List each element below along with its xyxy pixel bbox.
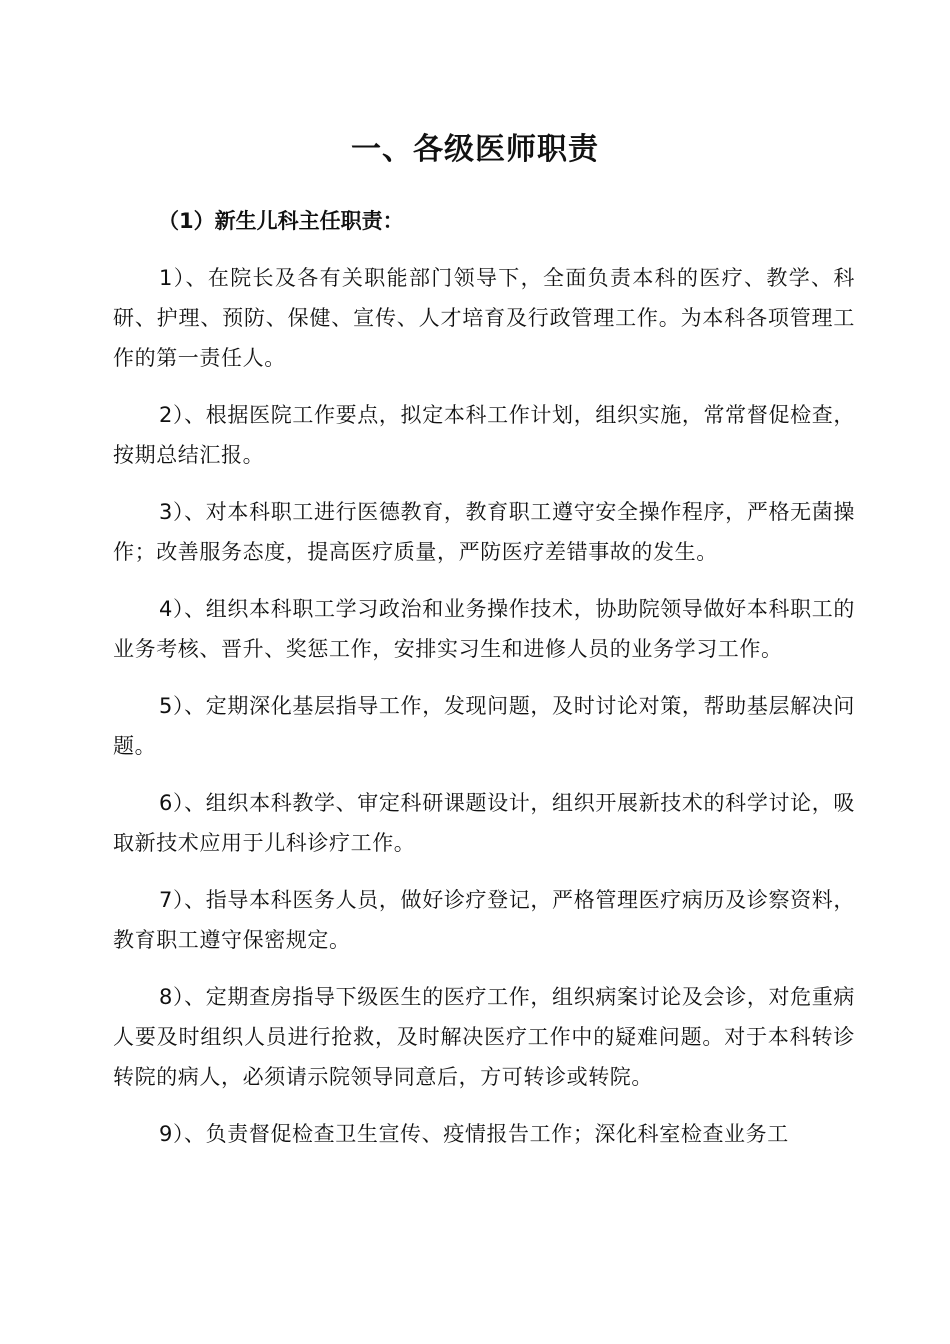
duty-item-6: 6）、组织本科教学、审定科研课题设计，组织开展新技术的科学讨论，吸取新技术应用于儿科诊疗工作。 [113, 791, 855, 855]
duty-item-7: 7）、指导本科医务人员，做好诊疗登记，严格管理医疗病历及诊察资料，教育职工遵守保密规定。 [113, 888, 855, 952]
duty-item-5: 5）、定期深化基层指导工作，发现问题，及时讨论对策，帮助基层解决问题。 [113, 694, 855, 758]
duty-item-3: 3）、对本科职工进行医德教育，教育职工遵守安全操作程序，严格无菌操作；改善服务态度，提高医疗质量，严防医疗差错事故的发生。 [113, 500, 855, 564]
duty-list [113, 258, 855, 1171]
duty-item-9: 9）、负责督促检查卫生宣传、疫情报告工作；深化科室检查业务工 [159, 1122, 789, 1146]
page-title: 一、各级医师职责 [351, 132, 599, 167]
duty-item-1: 1）、在院长及各有关职能部门领导下，全面负责本科的医疗、教学、科研、护理、预防、保健、宣传、人才培育及行政管理工作。为本科各项管理工作的第一责任人。 [113, 266, 855, 370]
duty-item-4: 4）、组织本科职工学习政治和业务操作技术，协助院领导做好本科职工的业务考核、晋升、奖惩工作，安排实习生和进修人员的业务学习工作。 [113, 597, 855, 661]
duty-item-2: 2）、根据医院工作要点，拟定本科工作计划，组织实施，常常督促检查，按期总结汇报。 [113, 403, 855, 467]
duty-item-8: 8）、定期查房指导下级医生的医疗工作，组织病案讨论及会诊，对危重病人要及时组织人员进行抢救，及时解决医疗工作中的疑难问题。对于本科转诊转院的病人，必须请示院领导同意后，方可转诊或转院。 [113, 985, 855, 1089]
section-heading: （1）新生儿科主任职责： [158, 209, 404, 233]
